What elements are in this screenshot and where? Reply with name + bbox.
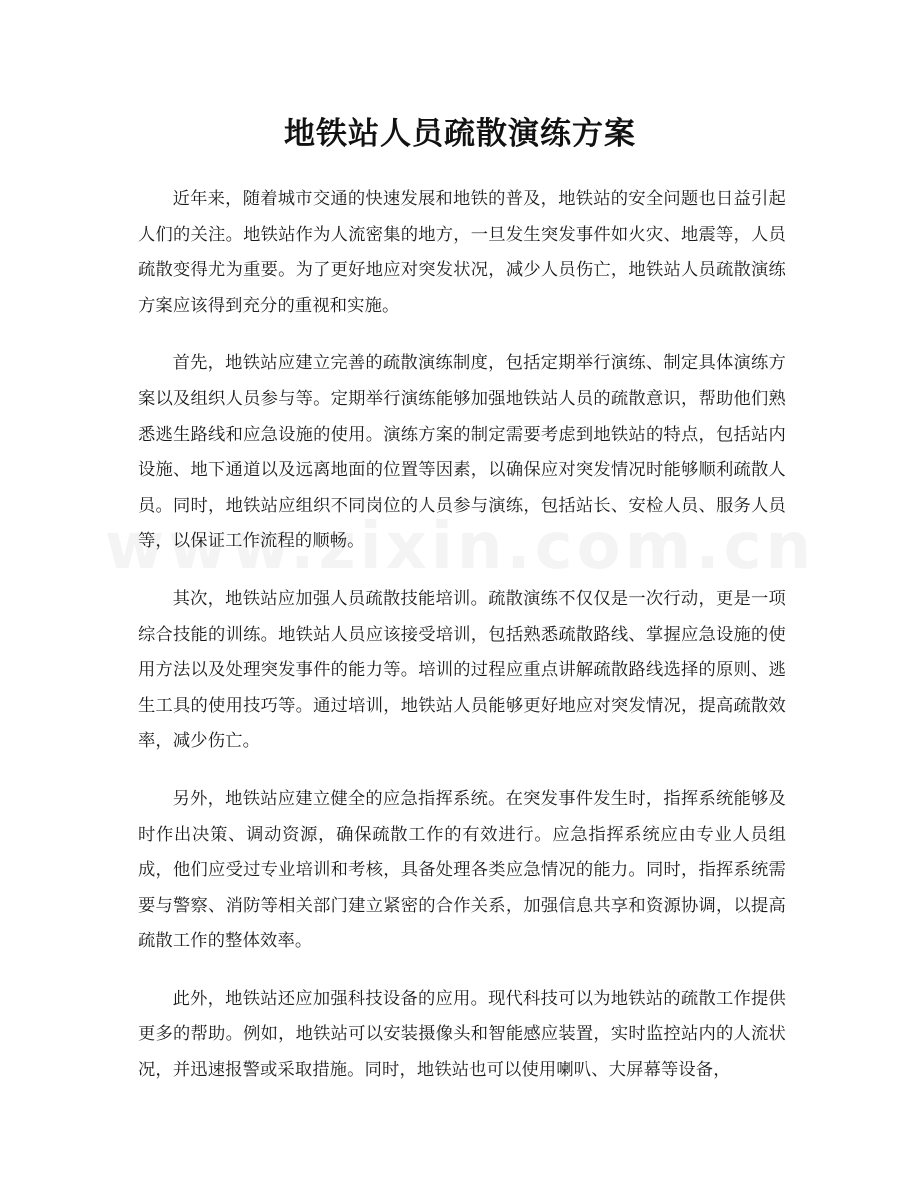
paragraph-3: 其次，地铁站应加强人员疏散技能培训。疏散演练不仅仅是一次行动，更是一项综合技能的训练。地铁站人员应该接受培训，包括熟悉疏散路线、掌握应急设施的使用方法以及处理突发事件的能力等。培训的过程应重点讲解疏散路线选择的原则、逃生工具的使用技巧等。通过培训，地铁站人员能够更好地应对突发情况，提高疏散效率，减少伤亡。 <box>138 588 786 752</box>
paragraph-1: 近年来，随着城市交通的快速发展和地铁的普及，地铁站的安全问题也日益引起人们的关注。地铁站作为人流密集的地方，一旦发生突发事件如火灾、地震等，人员疏散变得尤为重要。为了更好地应对突发状况，减少人员伤亡，地铁站人员疏散演练方案应该得到充分的重视和实施。 <box>138 189 786 316</box>
document-title: 地铁站人员疏散演练方案 <box>284 116 636 152</box>
paragraph-2: 首先，地铁站应建立完善的疏散演练制度，包括定期举行演练、制定具体演练方案以及组织人员参与等。定期举行演练能够加强地铁站人员的疏散意识，帮助他们熟悉逃生路线和应急设施的使用。演练方案的制定需要考虑到地铁站的特点，包括站内设施、地下通道以及远离地面的位置等因素，以确保应对突发情况时能够顺利疏散人员。同时，地铁站应组织不同岗位的人员参与演练，包括站长、安检人员、服务人员等，以保证工作流程的顺畅。 <box>138 353 786 552</box>
paragraph-5: 此外，地铁站还应加强科技设备的应用。现代科技可以为地铁站的疏散工作提供更多的帮助。例如，地铁站可以安装摄像头和智能感应装置，实时监控站内的人流状况，并迅速报警或采取措施。同时，地铁站也可以使用喇叭、大屏幕等设备， <box>138 988 786 1081</box>
paragraph-4: 另外，地铁站应建立健全的应急指挥系统。在突发事件发生时，指挥系统能够及时作出决策、调动资源，确保疏散工作的有效进行。应急指挥系统应由专业人员组成，他们应受过专业培训和考核，具备处理各类应急情况的能力。同时，指挥系统需要与警察、消防等相关部门建立紧密的合作关系，加强信息共享和资源协调，以提高疏散工作的整体效率。 <box>138 788 786 952</box>
document-body <box>138 182 786 1111</box>
